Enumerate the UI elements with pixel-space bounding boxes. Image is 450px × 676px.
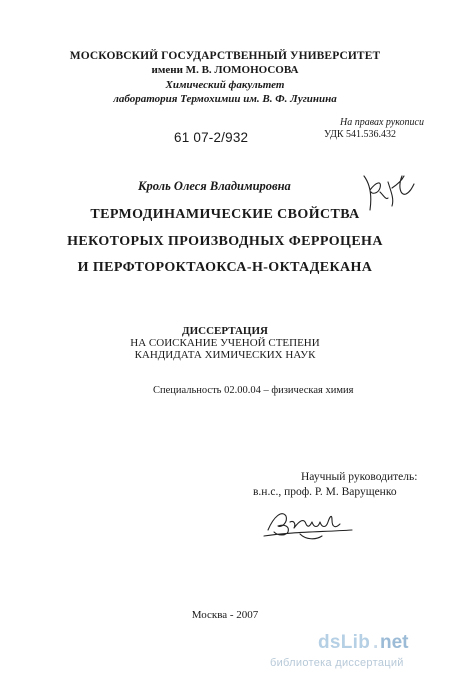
city-year: Москва - 2007	[191, 609, 259, 621]
rights-note: На правах рукописи	[340, 117, 424, 128]
advisor-label: Научный руководитель:	[301, 471, 418, 483]
faculty-name: Химический факультет	[165, 79, 285, 91]
advisor-name: в.н.с., проф. Р. М. Варущенко	[253, 486, 397, 498]
watermark-logo-dot: .	[373, 632, 379, 653]
dissertation-field-line: КАНДИДАТА ХИМИЧЕСКИХ НАУК	[134, 349, 316, 361]
title-line-3: И ПЕРФТОРОКТАОКСА-Н-ОКТАДЕКАНА	[77, 260, 373, 275]
laboratory-name: лаборатория Термохимии им. В. Ф. Лугинина	[113, 93, 337, 105]
dissertation-heading: ДИССЕРТАЦИЯ	[182, 325, 268, 337]
specialty-line: Специальность 02.00.04 – физическая химия	[153, 385, 354, 396]
catalog-code: 61 07-2/932	[174, 130, 249, 145]
university-named-after: имени М. В. ЛОМОНОСОВА	[151, 64, 299, 76]
watermark-tagline: библиотека диссертаций	[270, 657, 404, 669]
dissertation-degree-line: НА СОИСКАНИЕ УЧЕНОЙ СТЕПЕНИ	[130, 337, 320, 349]
udk-code: УДК 541.536.432	[324, 129, 397, 140]
watermark-logo-tld: net	[380, 632, 409, 653]
title-line-2: НЕКОТОРЫХ ПРОИЗВОДНЫХ ФЕРРОЦЕНА	[67, 234, 383, 249]
title-line-1: ТЕРМОДИНАМИЧЕСКИЕ СВОЙСТВА	[90, 207, 360, 222]
watermark-logo-main: dsLib	[318, 632, 371, 653]
author-name: Кроль Олеся Владимировна	[138, 179, 291, 193]
university-name: МОСКОВСКИЙ ГОСУДАРСТВЕННЫЙ УНИВЕРСИТЕТ	[69, 50, 381, 62]
advisor-signature	[260, 502, 360, 544]
